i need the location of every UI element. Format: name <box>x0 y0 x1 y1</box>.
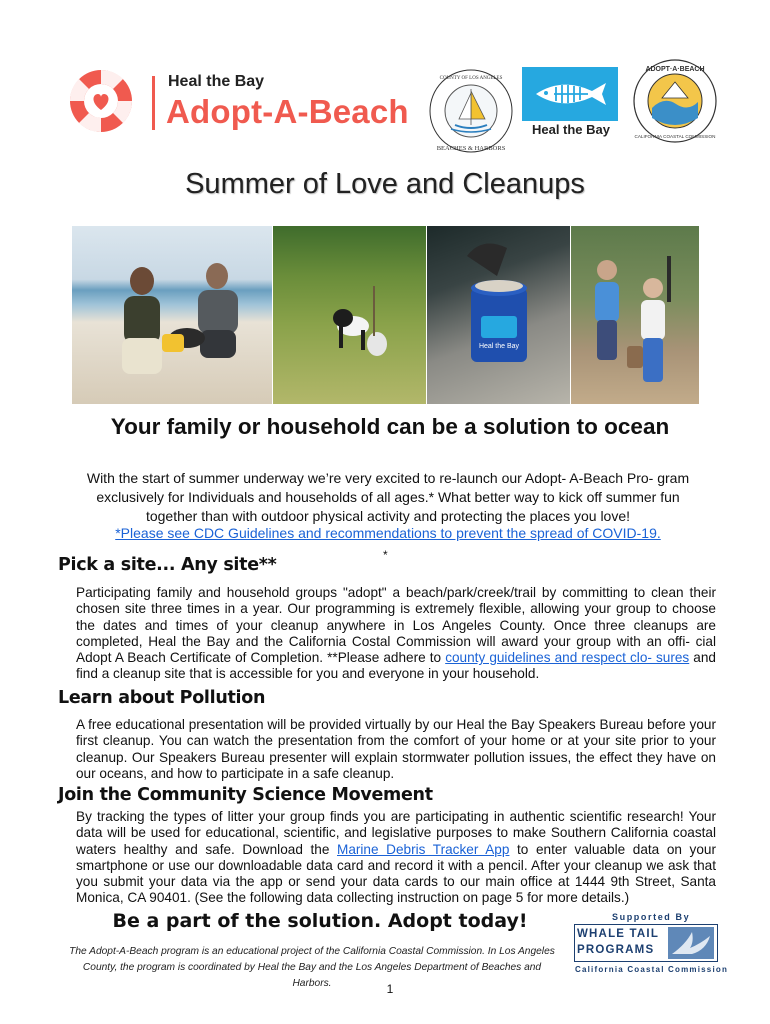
logo-divider <box>152 76 155 130</box>
marine-debris-tracker-link[interactable]: Marine Debris Tracker App <box>337 841 510 857</box>
join-body-text-2: to enter valuable data on your smartphone or use our downloadable data card and record it with a pencil. After your cleanup we ask that you submit your data via the app or send your data cards to our main office at 1444 9th Street, Santa Monica, CA 90401. (See the following data collecting instruction on page 5 for more details.) <box>76 841 716 906</box>
seal-cc-bottom-text: CALIFORNIA COASTAL COMMISSION <box>634 134 716 139</box>
heal-the-bay-lifebuoy-logo <box>66 66 136 136</box>
section-body-learn-pollution: A free educational presentation will be provided virtually by our Heal the Bay Speakers Bureau before your first cleanup. You can watch the presentation from the comfort of your home or at your site prior to your cleanup. Our Speakers Bureau presenter will explain stormwater pollution issues, the effect they have on our oceans, and how to participate in a safe cleanup. <box>76 717 716 781</box>
photo-bucket-cleanup <box>427 226 570 404</box>
page-number: 1 <box>386 982 394 996</box>
intro-paragraph: With the start of summer underway we’re very excited to re-launch our Adopt- A-Beach Pro- gram exclusively for Individuals and households of all ages.* What better way to kick off summer fun together than with outdoor physical activity and protecting the places you love! <box>86 470 690 524</box>
brand-adopt-a-beach: Adopt-A-Beach <box>166 93 409 130</box>
section-heading-pick-a-site: Pick a site... Any site** <box>58 555 277 575</box>
supported-by-label: Supported By <box>612 912 691 922</box>
section-body-community-science <box>76 809 716 907</box>
seal-bh-bottom-text: BEACHES & HARBORS <box>436 145 506 152</box>
page-title: Summer of Love and Cleanups <box>185 168 585 200</box>
photo-kids-cleanup <box>571 226 699 404</box>
call-to-action: Be a part of the solution. Adopt today! <box>112 910 528 932</box>
heal-the-bay-logo-label: Heal the Bay <box>531 122 611 137</box>
seal-bh-top-text: COUNTY OF LOS ANGELES <box>439 76 503 81</box>
beaches-harbors-seal-logo <box>427 67 515 155</box>
pick-body-text-2: and find a cleanup site that is accessible for you and everyone in your household. <box>76 650 716 682</box>
seal-cc-top-text: ADOPT·A·BEACH <box>645 66 705 73</box>
pick-body-text-1: Participating family and household groups "adopt" a beach/park/creek/trail by committing to clean their chosen site three times in a year. Our programming is extremely flexible, allowing your group to choose the dates and times of your cleanup anywhere in Los Angeles County. Once three cleanups are completed, Heal the Bay and the California Costal Commission will award your group with an offi- cial Adopt A Beach Certificate of Completion. **Please adhere to <box>76 585 716 666</box>
county-guidelines-link[interactable]: county guidelines and respect clo- sures <box>445 650 690 666</box>
heal-the-bay-fish-logo <box>522 67 618 121</box>
program-footnote: The Adopt-A-Beach program is an educational project of the California Coastal Commission. In Los Angeles County, the program is coordinated by Heal the Bay and the Los Angeles Department of Beaches and Harbors. <box>69 946 555 989</box>
coastal-commission-seal-logo <box>632 58 718 144</box>
brand-heal-the-bay: Heal the Bay <box>168 73 265 90</box>
bucket-label: Heal the Bay <box>478 343 520 350</box>
whale-tail-line2: PROGRAMS <box>577 944 655 956</box>
asterisk-note: * <box>383 548 388 562</box>
photo-family-beach <box>72 226 272 404</box>
whale-tail-line1: WHALE TAIL <box>577 928 660 940</box>
subheading: Your family or household can be a solution to ocean <box>110 414 670 439</box>
join-body-text-1: By tracking the types of litter your group finds you are participating in authentic scientific research! Your data will be used for educational, scientific, and legislative purposes to make Southern California coastal waters healthy and safe. Download the <box>76 809 716 857</box>
section-heading-community-science: Join the Community Science Movement <box>58 785 433 805</box>
photo-dog-grass <box>273 226 426 404</box>
section-body-pick-a-site <box>76 585 716 683</box>
whale-tail-subtitle: California Coastal Commission <box>575 965 729 974</box>
section-heading-learn-pollution: Learn about Pollution <box>58 688 266 708</box>
cdc-guidelines-link[interactable]: *Please see CDC Guidelines and recommendations to prevent the spread of COVID-19. <box>115 525 661 541</box>
